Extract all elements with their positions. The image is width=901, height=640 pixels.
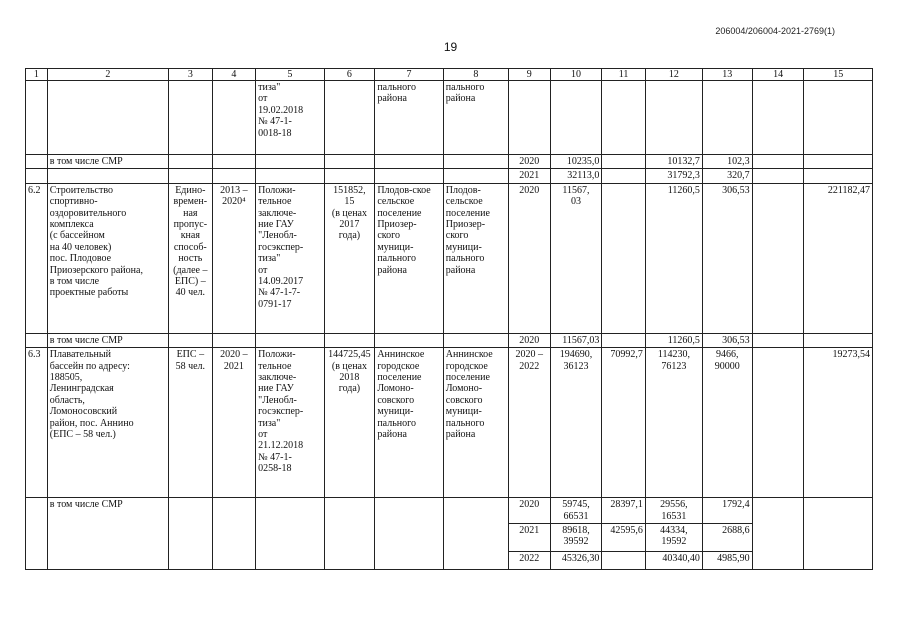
value-cell: 42595,6 — [602, 524, 646, 552]
year-cell: 2020 — [509, 183, 550, 333]
table-cell — [602, 81, 646, 155]
table-cell — [509, 81, 550, 155]
table-cell — [443, 333, 508, 347]
column-number: 1 — [26, 69, 48, 81]
total-cell: 221182,47 — [804, 183, 873, 333]
column-number: 12 — [645, 69, 702, 81]
column-number: 13 — [702, 69, 752, 81]
column-number: 2 — [47, 69, 168, 81]
table-cell — [324, 155, 375, 169]
table-cell — [169, 169, 213, 183]
table-cell — [375, 498, 443, 570]
column-number: 7 — [375, 69, 443, 81]
year-cell: 2020 — [509, 498, 550, 524]
value-cell: 320,7 — [702, 169, 752, 183]
table-cell — [324, 498, 375, 570]
value-cell — [602, 333, 646, 347]
capacity-cell: Едино- времен- ная пропус- кная способ- ность (далее – ЕПС) – 40 чел. — [169, 183, 213, 333]
total-cell: 19273,54 — [804, 348, 873, 498]
value-cell: 4985,90 — [702, 552, 752, 570]
table-cell — [26, 155, 48, 169]
table-cell — [645, 81, 702, 155]
row-number: 6.3 — [26, 348, 48, 498]
expertise-cell: Положи- тельное заключе- ние ГАУ "Ленобл- госэкспер- тиза" от 14.09.2017 № 47-1-7- 0791-17 — [256, 183, 324, 333]
value-cell: 10132,7 — [645, 155, 702, 169]
table-cell — [752, 155, 804, 169]
value-cell: 89618, 39592 — [550, 524, 602, 552]
column-number-row — [26, 69, 873, 81]
year-cell: 2020 — [509, 333, 550, 347]
column-number: 14 — [752, 69, 804, 81]
value-cell: 194690, 36123 — [550, 348, 602, 498]
table-cell — [804, 155, 873, 169]
table-cell — [375, 169, 443, 183]
table-cell — [169, 498, 213, 570]
table-cell — [212, 498, 256, 570]
table-cell — [26, 169, 48, 183]
table-cell — [375, 333, 443, 347]
object-name-cell: Строительство спортивно- оздоровительного комплекса (с бассейном на 40 человек) пос. Плодовое Приозерского района, в том числе проектные работы — [47, 183, 168, 333]
table-row — [26, 169, 873, 183]
municipality-cell: Плодов-ское сельское поселение Приозер- ского муници- пального района — [375, 183, 443, 333]
column-number: 9 — [509, 69, 550, 81]
column-number: 8 — [443, 69, 508, 81]
table-cell — [212, 81, 256, 155]
table-cell — [47, 169, 168, 183]
cost-cell: 144725,45 (в ценах 2018 года) — [324, 348, 375, 498]
year-cell: 2020 – 2022 — [509, 348, 550, 498]
table-row — [26, 183, 873, 333]
table-cell — [256, 498, 324, 570]
table-cell — [550, 81, 602, 155]
year-cell: 2021 — [509, 524, 550, 552]
value-cell: 306,53 — [702, 333, 752, 347]
page-number: 19 — [443, 40, 458, 54]
object-name-cell: Плавательный бассейн по адресу: 188505, Ленинградская область, Ломоносовский район, пос. Аннино (ЕПС – 58 чел.) — [47, 348, 168, 498]
value-cell: 70992,7 — [602, 348, 646, 498]
value-cell: 11260,5 — [645, 333, 702, 347]
table-cell — [804, 333, 873, 347]
table-cell — [324, 81, 375, 155]
value-cell: 32113,0 — [550, 169, 602, 183]
value-cell: 11567, 03 — [550, 183, 602, 333]
document-id: 206004/206004-2021-2769(1) — [715, 26, 835, 36]
table-cell — [752, 348, 804, 498]
value-cell: 44334, 19592 — [645, 524, 702, 552]
value-cell — [602, 155, 646, 169]
column-number: 3 — [169, 69, 213, 81]
table-row — [26, 81, 873, 155]
value-cell: 102,3 — [702, 155, 752, 169]
value-cell: 11567,03 — [550, 333, 602, 347]
table-cell — [375, 155, 443, 169]
value-cell: 114230, 76123 — [645, 348, 702, 498]
year-cell: 2022 — [509, 552, 550, 570]
smr-label: в том числе СМР — [47, 333, 168, 347]
column-number: 4 — [212, 69, 256, 81]
value-cell: 29556, 16531 — [645, 498, 702, 524]
table-cell — [212, 155, 256, 169]
column-number: 6 — [324, 69, 375, 81]
value-cell — [602, 552, 646, 570]
table-cell — [752, 333, 804, 347]
table-cell — [752, 81, 804, 155]
value-cell: 1792,4 — [702, 498, 752, 524]
capacity-cell: ЕПС – 58 чел. — [169, 348, 213, 498]
table-cell — [169, 333, 213, 347]
table-cell — [752, 183, 804, 333]
table-cell — [169, 81, 213, 155]
table-cell — [212, 333, 256, 347]
year-cell: 2021 — [509, 169, 550, 183]
table-cell — [26, 333, 48, 347]
value-cell: 40340,40 — [645, 552, 702, 570]
customer-cell: пального района — [443, 81, 508, 155]
year-cell: 2020 — [509, 155, 550, 169]
value-cell: 306,53 — [702, 183, 752, 333]
period-cell: 2020 – 2021 — [212, 348, 256, 498]
table-cell — [752, 498, 804, 570]
value-cell: 10235,0 — [550, 155, 602, 169]
value-cell: 45326,30 — [550, 552, 602, 570]
value-cell: 11260,5 — [645, 183, 702, 333]
municipality-cell: пального района — [375, 81, 443, 155]
column-number: 15 — [804, 69, 873, 81]
expertise-cell: Положи- тельное заключе- ние ГАУ "Ленобл- госэкспер- тиза" от 21.12.2018 № 47-1- 0258-18 — [256, 348, 324, 498]
table-cell — [26, 498, 48, 570]
table-cell — [169, 155, 213, 169]
table-cell — [804, 169, 873, 183]
table-cell — [256, 169, 324, 183]
table-cell — [702, 81, 752, 155]
smr-label: в том числе СМР — [47, 155, 168, 169]
table-cell — [443, 498, 508, 570]
value-cell: 31792,3 — [645, 169, 702, 183]
municipality-cell: Аннинское городское поселение Ломоно- совского муници- пального района — [375, 348, 443, 498]
cost-cell: 151852, 15 (в ценах 2017 года) — [324, 183, 375, 333]
table-cell — [26, 81, 48, 155]
table-cell — [47, 81, 168, 155]
row-number: 6.2 — [26, 183, 48, 333]
table-row — [26, 348, 873, 498]
table-cell — [443, 155, 508, 169]
value-cell — [602, 183, 646, 333]
period-cell: 2013 – 2020⁴ — [212, 183, 256, 333]
table-row — [26, 155, 873, 169]
table-cell — [256, 333, 324, 347]
column-number: 11 — [602, 69, 646, 81]
table-cell — [443, 169, 508, 183]
table-cell — [804, 81, 873, 155]
expertise-cell: тиза" от 19.02.2018 № 47-1- 0018-18 — [256, 81, 324, 155]
customer-cell: Аннинское городское поселение Ломоно- совского муници- пального района — [443, 348, 508, 498]
table-cell — [804, 498, 873, 570]
table-cell — [324, 333, 375, 347]
table-cell — [324, 169, 375, 183]
value-cell: 28397,1 — [602, 498, 646, 524]
customer-cell: Плодов- сельское поселение Приозер- ского муници- пального района — [443, 183, 508, 333]
column-number: 10 — [550, 69, 602, 81]
value-cell: 9466, 90000 — [702, 348, 752, 498]
table-row — [26, 498, 873, 524]
value-cell: 59745, 66531 — [550, 498, 602, 524]
table-row — [26, 333, 873, 347]
program-table — [25, 68, 873, 570]
column-number: 5 — [256, 69, 324, 81]
value-cell — [602, 169, 646, 183]
value-cell: 2688,6 — [702, 524, 752, 552]
table-cell — [256, 155, 324, 169]
smr-label: в том числе СМР — [47, 498, 168, 570]
table-cell — [212, 169, 256, 183]
table-cell — [752, 169, 804, 183]
